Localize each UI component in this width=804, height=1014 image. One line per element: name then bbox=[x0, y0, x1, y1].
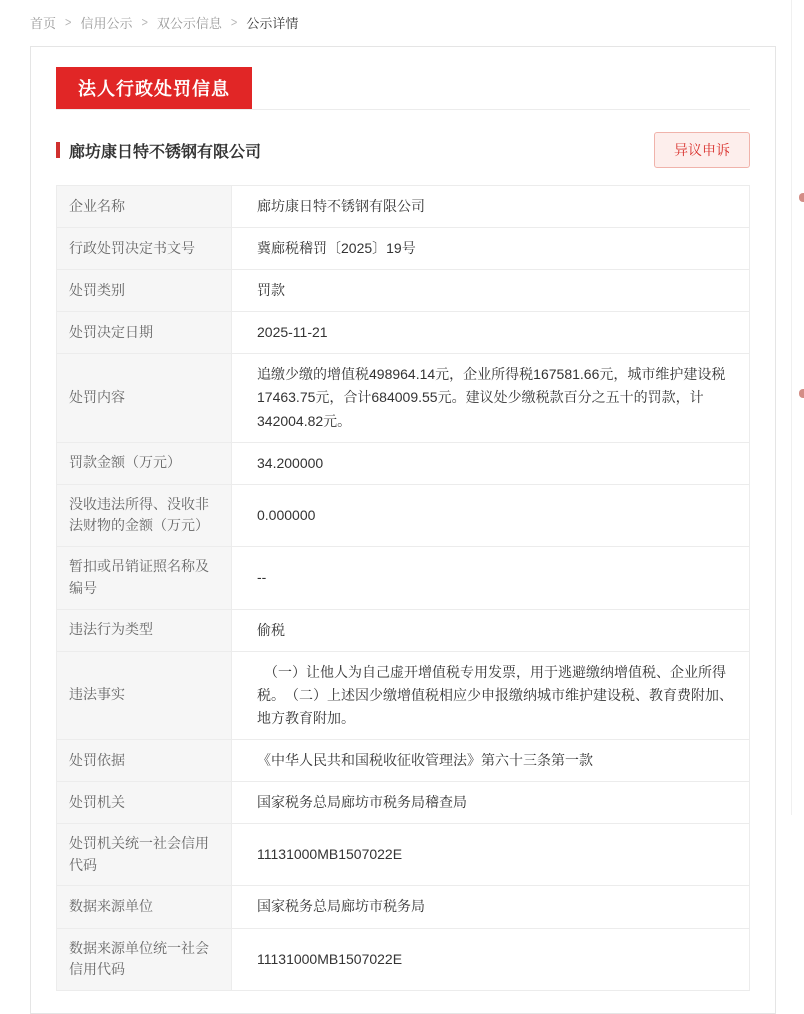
penalty-info-table bbox=[56, 185, 750, 991]
table-row bbox=[57, 651, 750, 739]
row-value: 国家税务总局廊坊市税务局稽查局 bbox=[232, 781, 750, 823]
row-value: 34.200000 bbox=[232, 442, 750, 484]
table-row bbox=[57, 442, 750, 484]
breadcrumb-separator-icon: > bbox=[141, 15, 148, 30]
table-row bbox=[57, 547, 750, 609]
row-value: 追缴少缴的增值税498964.14元，企业所得税167581.66元，城市维护建设税17463.75元，合计684009.55元。建议处少缴税款百分之五十的罚款，计342004.82元。 bbox=[232, 354, 750, 442]
appeal-button[interactable]: 异议申诉 bbox=[654, 132, 750, 168]
breadcrumb-home[interactable]: 首页 bbox=[30, 16, 57, 31]
row-value: 11131000MB1507022E bbox=[232, 824, 750, 886]
row-label: 数据来源单位 bbox=[57, 886, 232, 928]
table-row bbox=[57, 354, 750, 442]
row-label: 暂扣或吊销证照名称及编号 bbox=[57, 547, 232, 609]
table-row bbox=[57, 928, 750, 990]
row-value: 偷税 bbox=[232, 609, 750, 651]
company-name: 廊坊康日特不锈钢有限公司 bbox=[69, 143, 262, 161]
breadcrumb-detail-current: 公示详情 bbox=[246, 16, 299, 31]
table-row bbox=[57, 824, 750, 886]
company-title bbox=[56, 139, 261, 162]
row-label: 处罚依据 bbox=[57, 739, 232, 781]
row-value: （一）让他人为自己虚开增值税专用发票，用于逃避缴纳增值税、企业所得税。 （二）上述因少缴增值税相应少申报缴纳城市维护建设税、教育费附加、地方教育附加。 bbox=[232, 651, 750, 739]
row-value: 罚款 bbox=[232, 270, 750, 312]
row-value: 冀廊税稽罚〔2025〕19号 bbox=[232, 228, 750, 270]
floating-widget-fragment-icon bbox=[799, 193, 804, 202]
table-row bbox=[57, 312, 750, 354]
breadcrumb-credit-publicity[interactable]: 信用公示 bbox=[80, 16, 133, 31]
section-banner-wrap bbox=[56, 67, 750, 110]
table-row bbox=[57, 781, 750, 823]
row-label: 处罚类别 bbox=[57, 270, 232, 312]
detail-card bbox=[30, 46, 776, 1014]
row-value: 国家税务总局廊坊市税务局 bbox=[232, 886, 750, 928]
section-banner-title: 法人行政处罚信息 bbox=[56, 67, 252, 109]
row-label: 没收违法所得、没收非法财物的金额（万元） bbox=[57, 484, 232, 546]
table-row bbox=[57, 886, 750, 928]
breadcrumb-separator-icon: > bbox=[65, 15, 72, 30]
row-label: 处罚机关 bbox=[57, 781, 232, 823]
floating-widget-fragment-icon bbox=[799, 389, 804, 398]
row-label: 行政处罚决定书文号 bbox=[57, 228, 232, 270]
row-label: 违法事实 bbox=[57, 651, 232, 739]
table-row bbox=[57, 739, 750, 781]
row-label: 罚款金额（万元） bbox=[57, 442, 232, 484]
company-title-row bbox=[56, 132, 750, 168]
row-value: 《中华人民共和国税收征收管理法》第六十三条第一款 bbox=[232, 739, 750, 781]
row-value: 0.000000 bbox=[232, 484, 750, 546]
table-row bbox=[57, 270, 750, 312]
row-value: -- bbox=[232, 547, 750, 609]
row-label: 处罚内容 bbox=[57, 354, 232, 442]
breadcrumb-dual-publicity-info[interactable]: 双公示信息 bbox=[156, 16, 222, 31]
breadcrumb bbox=[0, 0, 804, 32]
breadcrumb-separator-icon: > bbox=[230, 15, 238, 30]
row-label: 处罚机关统一社会信用代码 bbox=[57, 824, 232, 886]
row-label: 处罚决定日期 bbox=[57, 312, 232, 354]
row-label: 违法行为类型 bbox=[57, 609, 232, 651]
row-label: 企业名称 bbox=[57, 186, 232, 228]
row-value: 廊坊康日特不锈钢有限公司 bbox=[232, 186, 750, 228]
row-value: 2025-11-21 bbox=[232, 312, 750, 354]
right-edge-seam bbox=[791, 0, 792, 815]
table-row bbox=[57, 484, 750, 546]
red-accent-bar bbox=[56, 142, 60, 158]
table-row bbox=[57, 186, 750, 228]
table-row bbox=[57, 609, 750, 651]
table-row bbox=[57, 228, 750, 270]
row-label: 数据来源单位统一社会信用代码 bbox=[57, 928, 232, 990]
row-value: 11131000MB1507022E bbox=[232, 928, 750, 990]
